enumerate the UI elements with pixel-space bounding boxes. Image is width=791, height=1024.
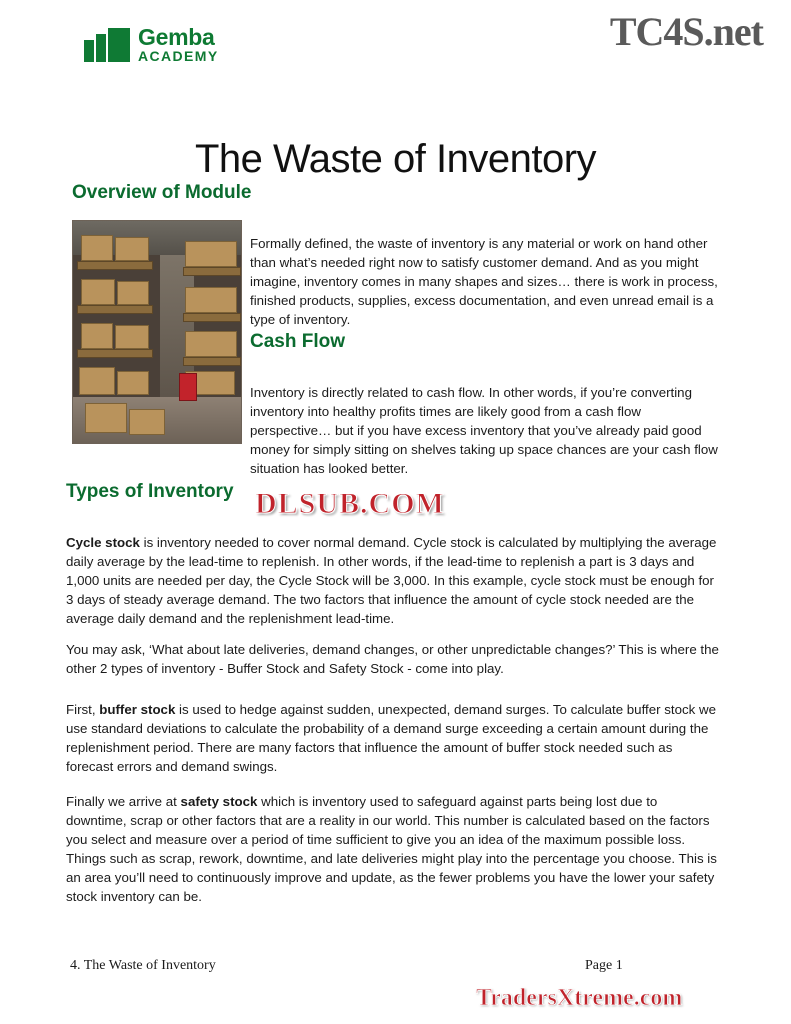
term-cycle-stock: Cycle stock — [66, 535, 140, 551]
page-title: The Waste of Inventory — [194, 136, 597, 181]
watermark-bottom: TradersXtreme.com — [476, 985, 683, 1011]
paragraph-buffer-stock — [66, 701, 720, 777]
paragraph-safety-rest: which is inventory used to safeguard against parts being lost due to downtime, scrap or other factors that are a reality in our world. This number is calculated based on the factors you select and measure over a period of time sufficient to give you an idea of the maximum possible loss. Things such as scrap, rework, downtime, and late deliveries might play into the percentage you choose. This is an area you’ll need to continuously improve and update, as the fewer problems you have the lower your safety stock inventory can be. — [66, 794, 717, 904]
paragraph-other-types: You may ask, ‘What about late deliveries, demand changes, or other unpredictable changes?’ This is where the other 2 types of inventory - Buffer Stock and Safety Stock - come into play. — [66, 642, 719, 677]
paragraph-cash-flow: Inventory is directly related to cash flow. In other words, if you’re converting inventory into healthy profits times are likely good from a cash flow perspective… but if you have excess inventory that you’ve already paid good money for simply sitting on shelves taking up space chances are your cash flow situation has looked better. — [250, 385, 718, 476]
logo-name: Gemba — [138, 24, 215, 50]
term-buffer-stock: buffer stock — [99, 702, 176, 718]
footer-page-number: Page 1 — [585, 958, 623, 973]
heading-cash-flow: Cash Flow — [250, 331, 346, 352]
watermark-middle: DLSUB.COM — [255, 487, 445, 520]
watermark-top: TC4S.net — [609, 9, 763, 54]
factory-bars-icon — [84, 28, 130, 62]
paragraph-safety-prefix: Finally we arrive at — [66, 794, 181, 810]
paragraph-cycle-stock — [66, 534, 720, 628]
term-safety-stock: safety stock — [180, 794, 258, 810]
paragraph-safety-stock — [66, 793, 720, 906]
footer-document-label: 4. The Waste of Inventory — [70, 958, 216, 973]
paragraph-cycle-stock-rest: is inventory needed to cover normal demand. Cycle stock is calculated by multiplying the average daily average by the lead-time to replenish. In other words, if the lead-time to replenish a part is 3 days and 1,000 units are needed per day, the Cycle Stock will be 3,000. In this example, cycle stock must be enough for 3 days of steady average demand. The two factors that influence the amount of cycle stock needed are the average daily demand and the replenishment lead-time. — [66, 535, 717, 626]
logo-subtitle: ACADEMY — [138, 48, 219, 64]
heading-types-of-inventory: Types of Inventory — [66, 481, 234, 502]
warehouse-photo — [72, 220, 242, 444]
forklift-icon — [179, 373, 197, 401]
heading-overview: Overview of Module — [72, 182, 252, 203]
paragraph-buffer-prefix: First, — [66, 702, 100, 718]
gemba-academy-logo — [84, 26, 219, 63]
paragraph-overview: Formally defined, the waste of inventory is any material or work on hand other than what’s needed right now to satisfy customer demand. And as you might imagine, inventory comes in many shapes and sizes… there is work in process, finished products, supplies, excess documentation, and even unread email is a type of inventory. — [250, 236, 718, 327]
paragraph-buffer-rest: is used to hedge against sudden, unexpected, demand surges. To calculate buffer stock we use standard deviations to calculate the probability of a demand surge exceeding a certain amount during the replenishment period. There are many factors that influence the amount of buffer stock needed such as forecast errors and demand swings. — [66, 702, 716, 774]
